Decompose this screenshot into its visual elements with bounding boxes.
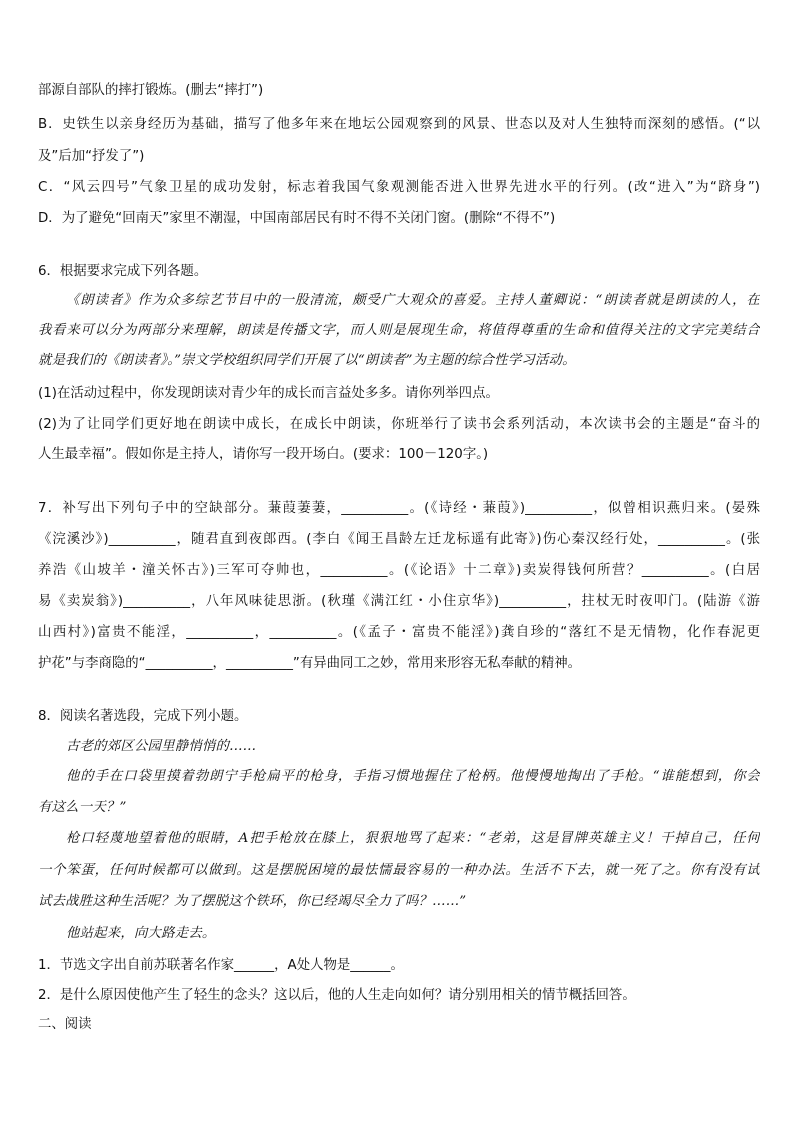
section-heading-reading: 二、阅读	[38, 1017, 92, 1032]
question-7-line: 护花”与李商隐的“__________，__________”有异曲同工之妙，常用来形容无私奉献的精神。	[38, 656, 582, 671]
option-d: D．为了避免“回南天”家里不潮湿，中国南部居民有时不得不关闭门窗。(删除“不得不”)	[38, 211, 556, 226]
option-b-line-1: B．史铁生以亲身经历为基础，描写了他多年来在地坛公园观察到的风景、世态以及对人生独特而深刻的感悟。(“以	[38, 117, 760, 132]
subquestion-6-2-line-2: 人生最幸福”。假如你是主持人，请你写一段开场白。(要求：100－120字。)	[38, 447, 489, 462]
subquestion-6-1: (1)在活动过程中，你发现朗读对青少年的成长而言益处多多。请你列举四点。	[38, 386, 499, 401]
excerpt-line: 试去战胜这种生活呢？为了摆脱这个铁环，你已经竭尽全力了吗？……”	[38, 894, 467, 909]
question-6-heading: 6．根据要求完成下列各题。	[38, 264, 208, 279]
option-c: C．“风云四号”气象卫星的成功发射，标志着我国气象观测能否进入世界先进水平的行列。(改“进入”为“跻身”)	[38, 180, 760, 195]
excerpt-line: 古老的郊区公园里静悄悄的……	[66, 739, 257, 754]
question-7-line: 《浣溪沙》)__________，随君直到夜郎西。(李白《闻王昌龄左迁龙标遥有此寄》)伤心秦汉经行处，__________。(张	[38, 532, 760, 547]
passage-line: 我看来可以分为两部分来理解，朗读是传播文字，而人则是展现生命，将值得尊重的生命和值得关注的文字完美结合	[38, 323, 760, 338]
excerpt-line: 枪口轻蔑地望着他的眼睛，A把手枪放在膝上，狠狠地骂了起来：“老弟，这是冒牌英雄主义！干掉自己，任何	[66, 831, 760, 846]
question-7-line: 山西村》)富贵不能淫，__________，__________。(《孟子・富贵不能淫》)龚自珍的“落红不是无情物，化作春泥更	[38, 625, 760, 640]
question-7-line: 易《卖炭翁》)__________，八年风味徒思浙。(秋瑾《满江红・小住京华》)__________，拄杖无时夜叩门。(陆游《游	[38, 594, 760, 609]
excerpt-line: 一个笨蛋，任何时候都可以做到。这是摆脱困境的最怯懦最容易的一种办法。生活不下去，就一死了之。你有没有试	[38, 863, 760, 878]
text-line: 部源自部队的摔打锻炼。(删去“摔打”)	[38, 83, 264, 98]
question-7-line: 养浩《山坡羊・潼关怀古》)三军可夺帅也，__________。(《论语》十二章》)卖炭得钱何所营？__________。(白居	[38, 563, 760, 578]
question-7-line: 7．补写出下列句子中的空缺部分。蒹葭萋萋，__________。(《诗经・蒹葭》)__________，似曾相识燕归来。(晏殊	[38, 501, 760, 516]
excerpt-line: 他站起来，向大路走去。	[66, 926, 216, 941]
passage-line: 就是我们的《朗读者》。”崇文学校组织同学们开展了以“朗读者”为主题的综合性学习活动。	[38, 353, 576, 368]
excerpt-line: 有这么一天？”	[38, 800, 127, 815]
question-8-heading: 8．阅读名著选段，完成下列小题。	[38, 709, 248, 724]
option-b-line-2: 及”后加“抒发了”)	[38, 149, 145, 164]
excerpt-line: 他的手在口袋里摸着勃朗宁手枪扁平的枪身，手指习惯地握住了枪柄。他慢慢地掏出了手枪。“谁能想到，你会	[66, 769, 760, 784]
subquestion-8-2: 2．是什么原因使他产生了轻生的念头？这以后，他的人生走向如何？请分别用相关的情节概括回答。	[38, 988, 636, 1003]
subquestion-8-1: 1．节选文字出自前苏联著名作家______，A处人物是______。	[38, 958, 404, 973]
subquestion-6-2-line-1: (2)为了让同学们更好地在朗读中成长，在成长中朗读，你班举行了读书会系列活动，本次读书会的主题是“奋斗的	[38, 417, 760, 432]
passage-line: 《朗读者》作为众多综艺节目中的一股清流，颇受广大观众的喜爱。主持人董卿说：“朗读者就是朗读的人，在	[66, 293, 760, 308]
